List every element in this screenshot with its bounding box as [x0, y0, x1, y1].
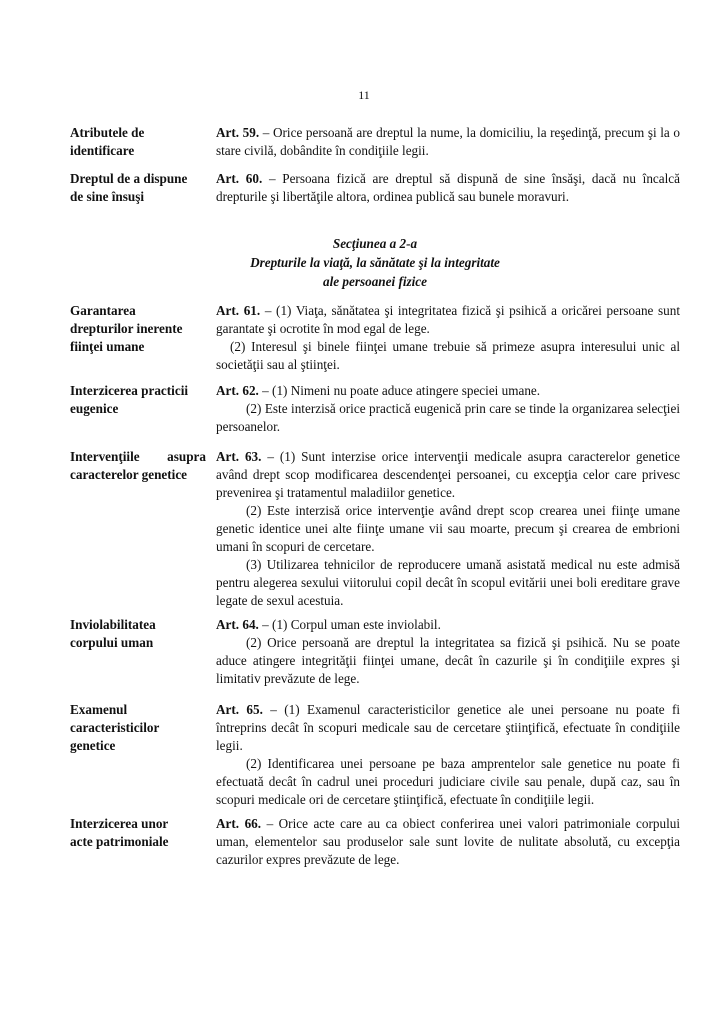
article-number: Art. 59. [216, 125, 260, 140]
sidenote-line: Inviolabilitatea [70, 617, 156, 632]
sidenote [70, 448, 206, 484]
sidenote [70, 302, 206, 356]
sidenote-line: Garantarea [70, 303, 136, 318]
section-title-line: Drepturile la viaţă, la sănătate şi la integritate [250, 255, 500, 270]
sidenote [70, 815, 206, 851]
sidenote-line: acte patrimoniale [70, 834, 169, 849]
article-text [216, 815, 680, 869]
sidenote-line: fiinţei umane [70, 339, 145, 354]
article-paragraph: (2) Este interzisă orice intervenţie având drept scop crearea unei fiinţe umane genetic identice unei alte fiinţe umane vii sau moarte, precum şi crearea de embrioni umani în scopuri de cercetare. [216, 503, 680, 554]
sidenote-line: genetice [70, 738, 116, 753]
sidenote-line: Interzicerea unor [70, 816, 169, 831]
article-paragraph: – (1) Corpul uman este inviolabil. [262, 617, 441, 632]
article-paragraph: (2) Identificarea unei persoane pe baza amprentelor sale genetice nu poate fi efectuată decât în cadrul unei proceduri judiciare civile sau penale, după caz, sau în scopuri medicale ori de cercetare ştiinţifică, efectuate în condiţiile legii. [216, 756, 680, 807]
article-number: Art. 63. [216, 449, 262, 464]
article-text [216, 448, 680, 610]
article-text [216, 302, 680, 374]
sidenote [70, 170, 206, 206]
sidenote-line: identificare [70, 143, 135, 158]
sidenote-line: drepturilor inerente [70, 321, 183, 336]
article-paragraph: (2) Orice persoană are dreptul la integritatea sa fizică şi psihică. Nu se poate aduce atingere integrităţii fiinţei umane, decât în cazurile şi în condiţiile expres şi limitativ prevăzute de lege. [216, 635, 680, 686]
article-paragraph: (3) Utilizarea tehnicilor de reproducere umană asistată medical nu este admisă pentru alegerea sexului viitorului copil decât în scopul evitării unei boli ereditare grave legate de sexul acestuia. [216, 557, 680, 608]
article-paragraph: – Orice acte care au ca obiect conferirea unei valori patrimoniale corpului uman, elementelor sau produselor sale sunt lovite de nulitate absolută, cu excepţia cazurilor expres prevăzute de lege. [216, 816, 680, 867]
article-number: Art. 60. [216, 171, 263, 186]
sidenote-line: Dreptul de a dispune [70, 171, 188, 186]
sidenote-line: corpului uman [70, 635, 154, 650]
sidenote-line: Intervenţiile asupra [70, 449, 206, 464]
sidenote-line: Examenul [70, 702, 128, 717]
article-paragraph: – Orice persoană are dreptul la nume, la domiciliu, la reşedinţă, precum şi la o stare civilă, dobândite în condiţiile legii. [216, 125, 680, 158]
section-heading [216, 234, 534, 291]
article-paragraph: – (1) Examenul caracteristicilor genetice ale unei persoane nu poate fi întreprins decât în scopuri medicale sau de cercetare ştiinţifică, efectuate în condiţiile legii. [216, 702, 681, 753]
article-paragraph: – (1) Viaţa, sănătatea şi integritatea fizică şi psihică a oricărei persoane sunt garantate şi ocrotite în mod egal de lege. [216, 303, 680, 336]
article-paragraph: (2) Interesul şi binele fiinţei umane trebuie să primeze asupra interesului unic al societăţii sau al ştiinţei. [216, 339, 680, 372]
article-text [216, 616, 680, 688]
sidenote-line: caracterelor genetice [70, 467, 188, 482]
sidenote [70, 124, 206, 160]
section-number: Secţiunea a 2-a [332, 236, 418, 251]
article-paragraph: (2) Este interzisă orice practică eugenică prin care se tinde la organizarea selecţiei persoanelor. [216, 401, 680, 434]
article-number: Art. 62. [216, 383, 259, 398]
article-number: Art. 64. [216, 617, 259, 632]
sidenote-line: Atributele de [70, 125, 145, 140]
article-text [216, 124, 680, 160]
sidenote-line: caracteristicilor [70, 720, 160, 735]
article-paragraph: – Persoana fizică are dreptul să dispună de sine însăşi, dacă nu încalcă drepturile şi libertăţile altora, ordinea publică sau bunele moravuri. [216, 171, 680, 204]
article-number: Art. 66. [216, 816, 262, 831]
sidenote-line: Interzicerea practicii [70, 383, 189, 398]
page-number: 11 [358, 88, 370, 102]
article-text [216, 701, 680, 809]
section-title-line: ale persoanei fizice [322, 274, 427, 289]
sidenote-line: de sine însuşi [70, 189, 145, 204]
article-text [216, 382, 680, 436]
sidenote-line: eugenice [70, 401, 119, 416]
sidenote [70, 382, 206, 418]
article-paragraph: – (1) Nimeni nu poate aduce atingere speciei umane. [262, 383, 541, 398]
sidenote [70, 701, 206, 755]
article-text [216, 170, 680, 206]
article-number: Art. 65. [216, 702, 263, 717]
article-paragraph: – (1) Sunt interzise orice intervenţii medicale asupra caracterelor genetice având drept scop modificarea descendenţei persoanei, cu excepţia celor care privesc prevenirea şi tratamentul maladiilor genetice. [216, 449, 680, 500]
article-number: Art. 61. [216, 303, 261, 318]
sidenote [70, 616, 206, 652]
